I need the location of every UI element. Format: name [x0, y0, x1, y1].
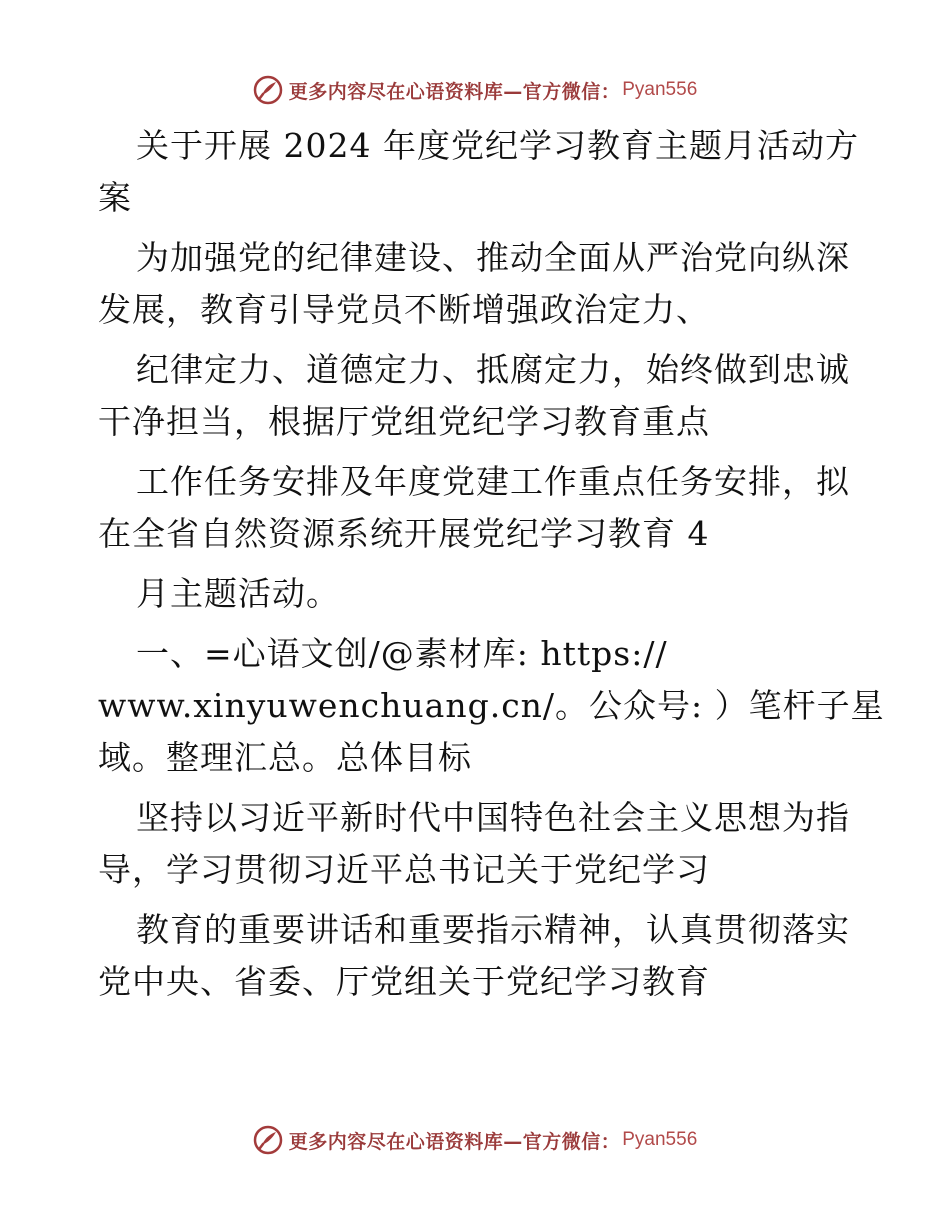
- banner-text: 更多内容尽在心语资料库—官方微信：: [288, 1130, 621, 1153]
- header-banner: [0, 70, 950, 110]
- brush-logo-icon: [253, 1125, 283, 1155]
- document-line: 域。整理汇总。总体目标: [98, 738, 472, 777]
- document-line: 教育的重要讲话和重要指示精神，认真贯彻落实: [136, 910, 850, 949]
- document-body: [98, 120, 885, 1008]
- document-line: 纪律定力、道德定力、抵腐定力，始终做到忠诚: [136, 350, 850, 389]
- banner-text: 更多内容尽在心语资料库—官方微信：: [288, 80, 621, 103]
- document-line: 案: [98, 178, 132, 217]
- document-line: 发展，教育引导党员不断增强政治定力、: [98, 290, 710, 329]
- document-line: 党中央、省委、厅党组关于党纪学习教育: [98, 962, 710, 1001]
- document-line: 月主题活动。: [136, 574, 340, 613]
- document-line: 干净担当，根据厅党组党纪学习教育重点: [98, 402, 710, 441]
- banner-wechat-handle: Pyan556: [622, 79, 698, 100]
- document-line: 坚持以习近平新时代中国特色社会主义思想为指: [136, 798, 850, 837]
- document-line: 导，学习贯彻习近平总书记关于党纪学习: [98, 850, 710, 889]
- document-line: 为加强党的纪律建设、推动全面从严治党向纵深: [136, 238, 850, 277]
- document-line: 一、=心语文创/@素材库: https://: [136, 634, 668, 673]
- document-line: www.xinyuwenchuang.cn/。公众号: ）笔杆子星: [98, 686, 885, 725]
- document-line: 关于开展 2024 年度党纪学习教育主题月活动方: [136, 126, 859, 165]
- footer-banner: [0, 1120, 950, 1160]
- document-line: 在全省自然资源系统开展党纪学习教育 4: [98, 514, 710, 553]
- brush-logo-icon: [253, 75, 283, 105]
- banner-wechat-handle: Pyan556: [622, 1129, 698, 1150]
- document-line: 工作任务安排及年度党建工作重点任务安排，拟: [136, 462, 850, 501]
